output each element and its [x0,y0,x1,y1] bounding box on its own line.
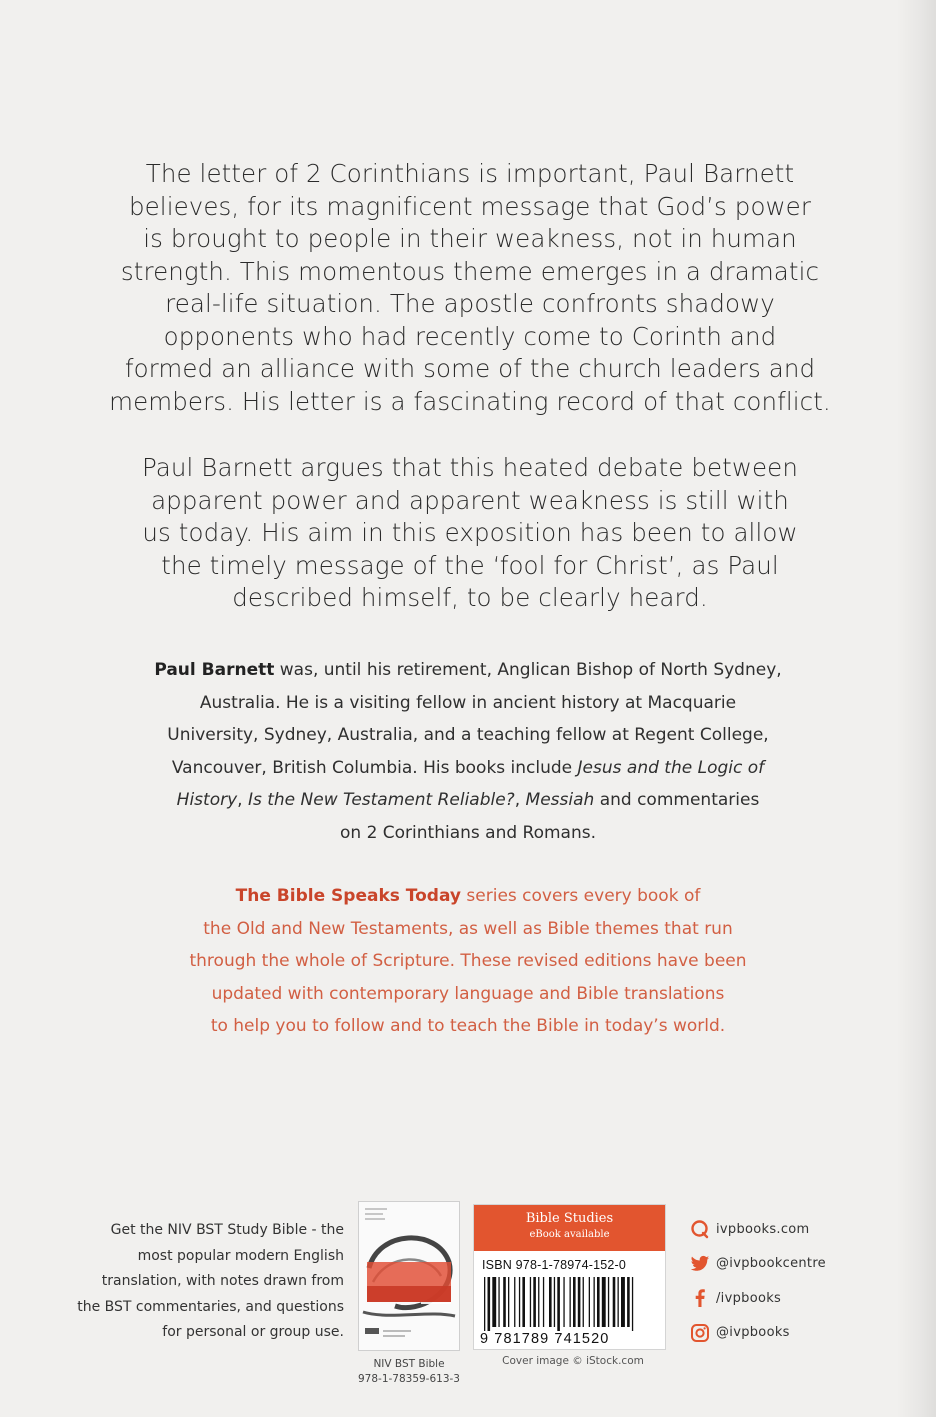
social-link-web[interactable] [690,1212,850,1247]
category-header [474,1205,665,1251]
barcode-bar [498,1277,499,1327]
barcode-bar [557,1277,560,1331]
isbn-barcode-box [473,1204,666,1350]
social-link-twitter[interactable] [690,1247,850,1282]
barcode-bar [589,1277,590,1327]
blurb-line: formed an alliance with some of the church leaders and [124,354,816,383]
ebook-label: eBook available [529,1229,610,1240]
barcode-bar [621,1277,625,1327]
blurb-line: the timely message of the ‘fool for Christ’, as Paul [161,550,779,580]
barcode-bar [522,1277,525,1327]
social-link-label: @ivpbookcentre [716,1256,826,1272]
bible-cover-artwork [359,1202,459,1350]
social-link-instagram[interactable] [690,1316,850,1351]
blurb-line: us today. His aim in this exposition has been to allow [142,518,798,547]
barcode [482,1277,660,1331]
blurb-line: apparent power and apparent weakness is still with [151,485,789,515]
barcode-bar [597,1277,600,1327]
barcode-bar [563,1277,564,1327]
barcode-bar [488,1277,491,1331]
book-title: Jesus and the Logic of [577,757,765,778]
barcode-bar [602,1277,606,1327]
blurb-line: members. His letter is a fascinating record of that conflict. [109,386,831,416]
social-links [690,1212,850,1350]
blurb-paragraph-2 [100,452,840,615]
blurb-line: is brought to people in their weakness, not in human [143,224,797,253]
blurb-paragraph-1 [100,158,840,418]
barcode-bar [508,1277,509,1327]
study-bible-isbn: 978-1-78359-613-3 [357,1373,460,1385]
series-text: through the whole of Scripture. These revised editions have been [189,951,747,971]
bio-text: on 2 Corinthians and Romans. [339,822,597,843]
barcode-bar [514,1277,515,1327]
author-name: Paul Barnett [154,660,275,680]
promo-line: the BST commentaries, and questions [77,1298,344,1315]
barcode-bar [533,1277,536,1327]
social-link-label: /ivpbooks [716,1290,782,1306]
web-icon [690,1219,710,1239]
study-bible-promo [74,1218,344,1346]
series-name: The Bible Speaks Today [235,886,462,906]
barcode-bar [578,1277,581,1327]
barcode-bar [554,1277,555,1327]
social-link-label: @ivpbooks [716,1325,790,1341]
barcode-bar [492,1277,496,1327]
barcode-bar [538,1277,539,1327]
promo-line: for personal or group use. [162,1324,344,1340]
barcode-bar [503,1277,506,1327]
barcode-bar [543,1277,544,1327]
barcode-bar [519,1277,520,1327]
blurb-line: opponents who had recently come to Corinth and [163,321,777,351]
blurb-line: The letter of 2 Corinthians is important, Paul Barnett [145,159,795,188]
barcode-bar [594,1277,595,1327]
book-title: Messiah [525,790,595,810]
bio-text: University, Sydney, Australia, and a teaching fellow at Regent College, [167,725,769,745]
study-bible-caption [340,1357,478,1387]
blurb-line: believes, for its magnificent message that God’s power [128,191,812,221]
bio-text: Australia. He is a visiting fellow in ancient history at Macquarie [199,692,737,713]
barcode-bar [613,1277,616,1327]
twitter-icon [690,1254,710,1274]
spine-shadow [896,0,936,1417]
social-link-facebook[interactable] [690,1281,850,1316]
book-title: Is the New Testament Reliable? [247,790,515,810]
series-text: the Old and New Testaments, as well as Bible themes that run [203,918,733,939]
barcode-bar [618,1277,619,1327]
blurb-line: described himself, to be clearly heard. [232,583,708,612]
barcode-bar [632,1277,633,1331]
barcode-bar [570,1277,571,1327]
promo-line: translation, with notes drawn from [101,1273,344,1289]
series-text: to help you to follow and to teach the Bible in today’s world. [210,1016,726,1036]
blurb-line: strength. This momentous theme emerges in a dramatic [120,256,820,286]
promo-line: Get the NIV BST Study Bible - the [110,1222,344,1238]
series-text: series covers every book of [461,886,701,906]
book-title: History [176,790,238,810]
barcode-bar [608,1277,609,1327]
bio-text: , [237,790,248,810]
barcode-bar [549,1277,552,1327]
barcode-bar [573,1277,576,1327]
series-text: updated with contemporary language and Bible translations [211,983,725,1004]
isbn-number: ISBN 978-1-78974-152-0 [482,1258,627,1272]
category-label: Bible Studies [525,1211,614,1226]
bio-text: was, until his retirement, Anglican Bishop of North Sydney, [274,660,782,680]
bio-text: and commentaries [594,790,760,810]
social-link-label: ivpbooks.com [716,1221,810,1237]
bio-text: Vancouver, British Columbia. His books include [171,757,578,778]
blurb-line: real-life situation. The apostle confronts shadowy [165,289,775,318]
barcode-bar [530,1277,531,1327]
barcode-bar [627,1277,630,1327]
author-bio [105,654,831,849]
instagram-icon [690,1323,710,1343]
study-bible-title: NIV BST Bible [373,1358,445,1370]
bio-text: , [514,790,526,810]
blurb-line: Paul Barnett argues that this heated debate between [142,453,798,482]
barcode-digits: 9 781789 741520 [480,1331,610,1347]
study-bible-cover-image [358,1201,460,1351]
facebook-icon [690,1288,710,1308]
cover-image-credit: Cover image © iStock.com [502,1355,644,1367]
barcode-bar [583,1277,584,1327]
promo-line: most popular modern English [137,1247,344,1264]
barcode-bar [484,1277,485,1331]
series-description [150,880,786,1043]
